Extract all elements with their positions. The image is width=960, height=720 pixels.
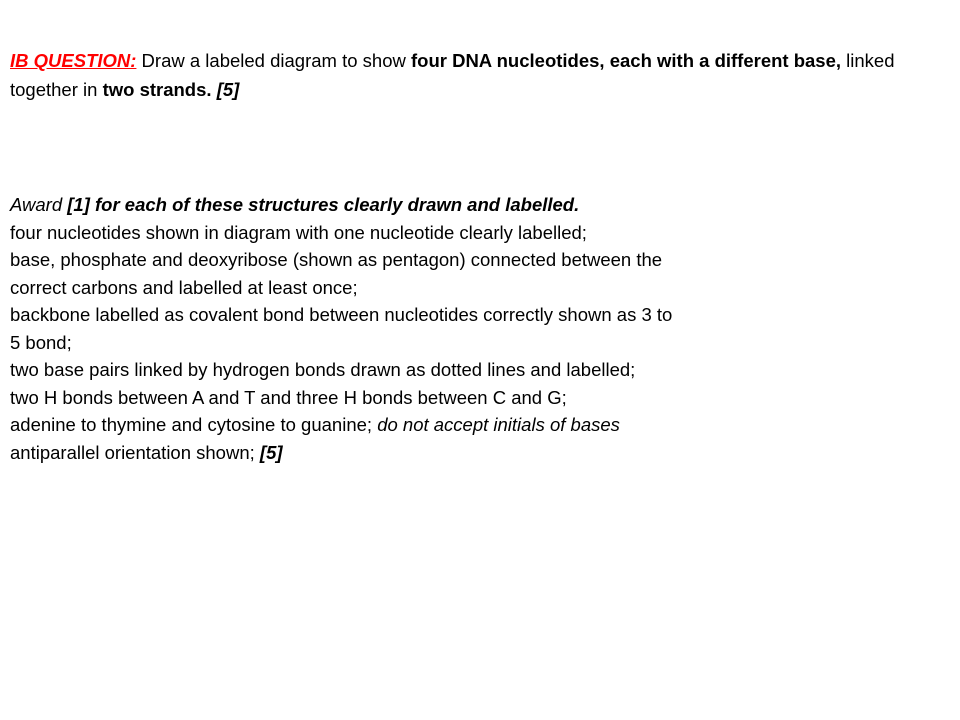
markscheme-line: 5 bond; (10, 331, 72, 353)
markscheme-line: two base pairs linked by hydrogen bonds drawn as dotted lines and labelled; (10, 359, 636, 380)
question-marks: [5] (216, 79, 240, 100)
markscheme-line: two H bonds between A and T and three H bonds between C and G; (10, 386, 567, 408)
bases-plain: adenine to thymine and cytosine to guanine; (10, 414, 378, 435)
antiparallel-line (10, 439, 940, 467)
markscheme-line: four nucleotides shown in diagram with one nucleotide clearly labelled; (10, 221, 587, 243)
ib-question (10, 46, 940, 104)
bases-line (10, 411, 940, 439)
question-bold-1: four DNA nucleotides, each with a different base, (410, 50, 842, 71)
markscheme-line: base, phosphate and deoxyribose (shown as pentagon) connected between the (10, 249, 663, 270)
question-label: IB QUESTION: (10, 50, 137, 71)
markscheme-line: correct carbons and labelled at least once; (10, 276, 358, 298)
markscheme (10, 191, 940, 466)
award-line (10, 191, 940, 219)
question-text-2: linked together in (10, 50, 895, 100)
antiparallel-plain: antiparallel orientation shown; (10, 441, 260, 463)
award-prefix: Award (10, 194, 68, 215)
bases-note: do not accept initials of bases (377, 414, 620, 435)
award-rest: [1] for each of these structures clearly drawn and labelled. (67, 194, 580, 215)
markscheme-line: backbone labelled as covalent bond between nucleotides correctly shown as 3 to (10, 304, 673, 325)
antiparallel-marks: [5] (259, 441, 283, 463)
question-text-1: Draw a labeled diagram to show (136, 50, 411, 71)
question-bold-2: two strands. (102, 79, 212, 100)
